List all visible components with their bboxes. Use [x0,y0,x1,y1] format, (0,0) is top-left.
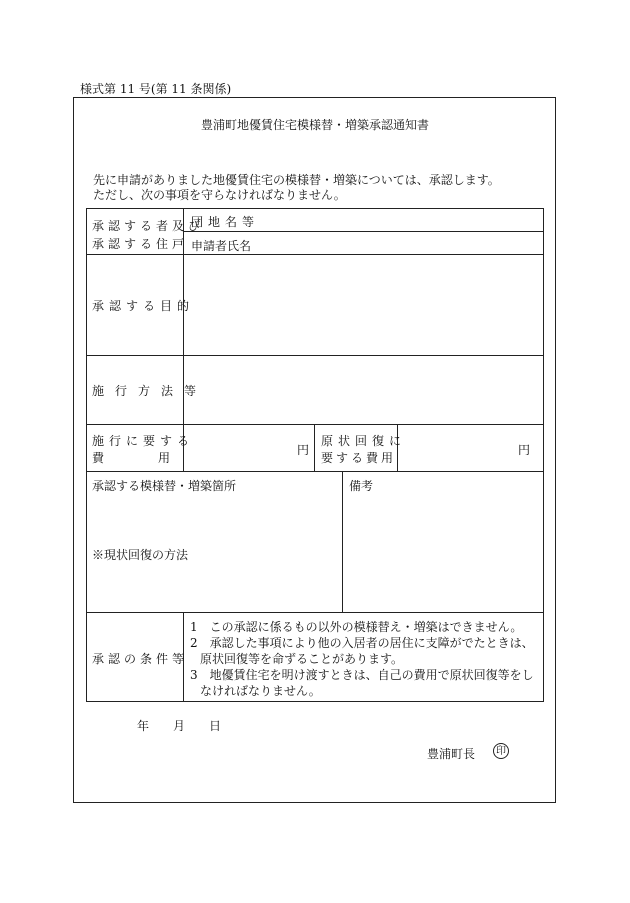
row-divider [184,231,544,232]
condition-item-2: 2 承認した事項により他の入居者の居住に支障がでたときは、原状回復等を命ずることがあります。 [190,636,534,666]
form-id: 様式第 11 号(第 11 条関係) [80,82,232,96]
intro-line-1: 先に申請がありました地優賃住宅の模様替・増築については、承認します。 [93,173,500,187]
col-divider [342,471,343,612]
signature-title: 豊浦町長 [427,747,476,761]
restore-cost-label-1: 原状回復に [321,434,407,448]
method-label: 施行方法等 [92,384,208,398]
yen-unit-1: 円 [297,443,310,457]
intro-line-2: ただし、次の事項を守らなければなりません。 [93,188,346,202]
approval-table [86,208,544,702]
applicant-name-label: 申請者氏名 [191,239,252,253]
applicant-label-1: 承認する者及び [92,219,205,233]
cost-label-1: 施行に要する [92,434,195,448]
conditions-label: 承認の条件等 [92,652,189,666]
document-title: 豊浦町地優賃住宅模様替・増築承認通知書 [200,118,429,132]
purpose-label: 承認する目的 [92,299,195,313]
conditions-list [190,619,540,699]
row-divider [87,254,544,255]
cost-label-2-text: 費用 [92,451,225,465]
condition-item-3: 3 地優賃住宅を明け渡すときは、自己の費用で原状回復等をしなければなりません。 [190,668,534,698]
row-divider [87,424,544,425]
row-divider [87,471,544,472]
row-divider [87,612,544,613]
restore-cost-label-2: 要する費用 [321,451,397,465]
seal-mark: 印 [493,743,509,759]
date-line: 年 月 日 [137,719,222,733]
restore-method-label: ※現状回復の方法 [92,548,189,562]
yen-unit-2: 円 [518,443,531,457]
complex-name-label: 団地名等 [191,215,260,229]
remarks-label: 備考 [349,479,374,493]
location-label: 承認する模様替・増築箇所 [92,479,237,493]
row-divider [87,355,544,356]
cost-label-2 [92,449,225,466]
applicant-label-2: 承認する住戸 [92,237,189,251]
col-divider [314,424,315,471]
intro-text [93,173,500,203]
condition-item-1: 1 この承認に係るもの以外の模様替え・増築はできません。 [190,620,523,634]
